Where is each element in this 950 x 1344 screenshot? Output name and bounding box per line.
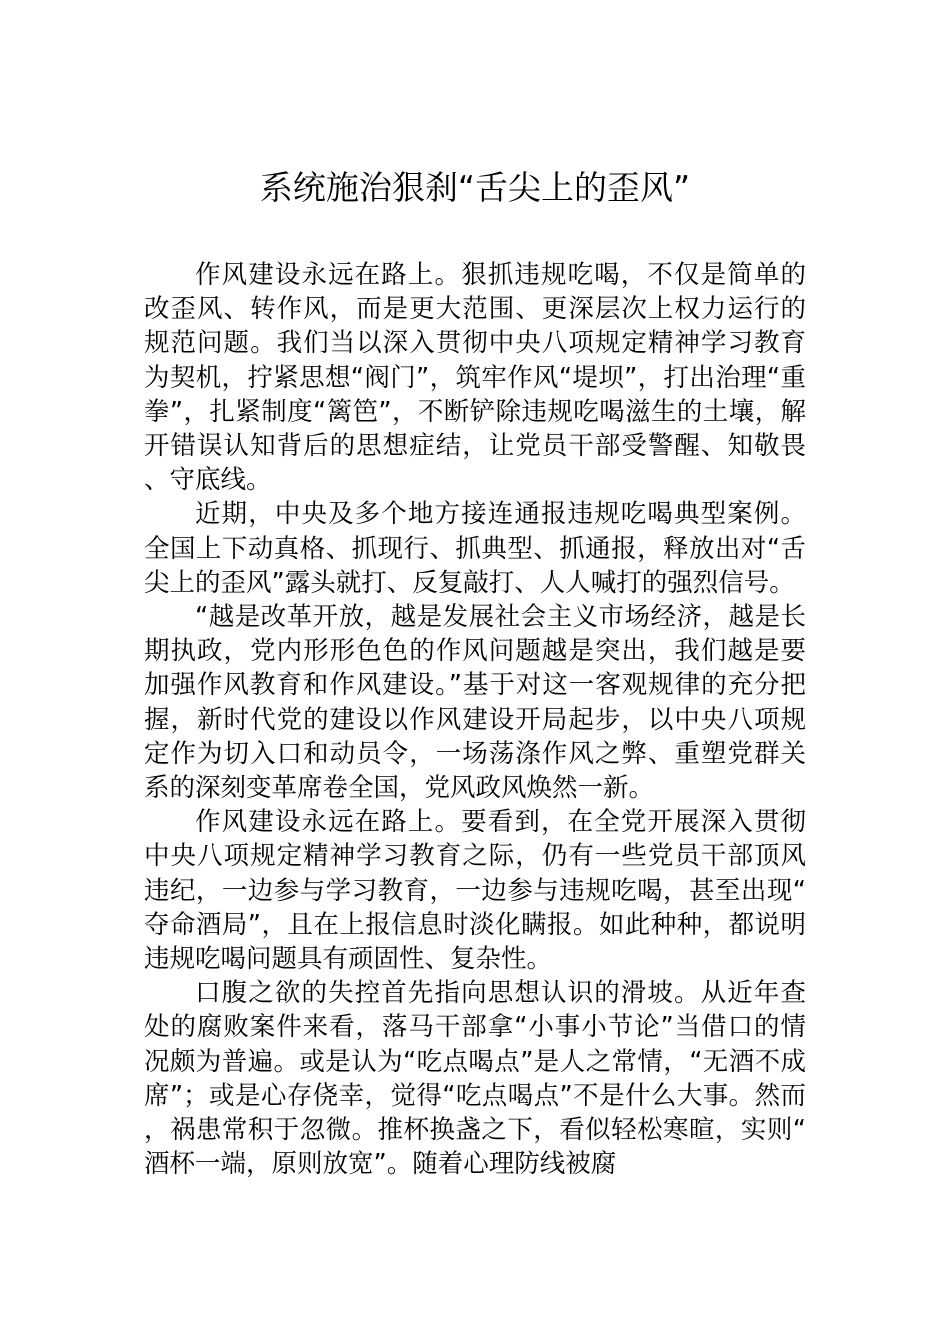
paragraph: “越是改革开放，越是发展社会主义市场经济，越是长期执政，党内形形色色的作风问题越是突出，我们越是要加强作风教育和作风建设。”基于对这一客观规律的充分把握，新时代党的建设以作风建设开局起步，以中央八项规定作为切入口和动员令，一场荡涤作风之弊、重塑党群关系的深刻变革席卷全国，党风政风焕然一新。: [144, 602, 806, 804]
paragraph: 近期，中央及多个地方接连通报违规吃喝典型案例。全国上下动真格、抓现行、抓典型、抓通报，释放出对“舌尖上的歪风”露头就打、反复敲打、人人喊打的强烈信号。: [144, 499, 806, 598]
document-title: 系统施治狠刹“舌尖上的歪风”: [259, 168, 691, 207]
paragraph: 作风建设永远在路上。要看到，在全党开展深入贯彻中央八项规定精神学习教育之际，仍有一些党员干部顶风违纪，一边参与学习教育，一边参与违规吃喝，甚至出现“夺命酒局”，且在上报信息时淡化瞒报。如此种种，都说明违规吃喝问题具有顽固性、复杂性。: [144, 807, 806, 975]
document-body: [144, 258, 806, 1181]
paragraph: 口腹之欲的失控首先指向思想认识的滑坡。从近年查处的腐败案件来看，落马干部拿“小事小节论”当借口的情况颇为普遍。或是认为“吃点喝点”是人之常情，“无酒不成席”；或是心存侥幸，觉得“吃点喝点”不是什么大事。然而，祸患常积于忽微。推杯换盏之下，看似轻松寒暄，实则“酒杯一端，原则放宽”。随着心理防线被腐: [144, 978, 806, 1180]
paragraph: 作风建设永远在路上。狠抓违规吃喝，不仅是简单的改歪风、转作风，而是更大范围、更深层次上权力运行的规范问题。我们当以深入贯彻中央八项规定精神学习教育为契机，拧紧思想“阀门”，筑牢作风“堤坝”，打出治理“重拳”，扎紧制度“篱笆”，不断铲除违规吃喝滋生的土壤，解开错误认知背后的思想症结，让党员干部受警醒、知敬畏、守底线。: [144, 260, 806, 496]
